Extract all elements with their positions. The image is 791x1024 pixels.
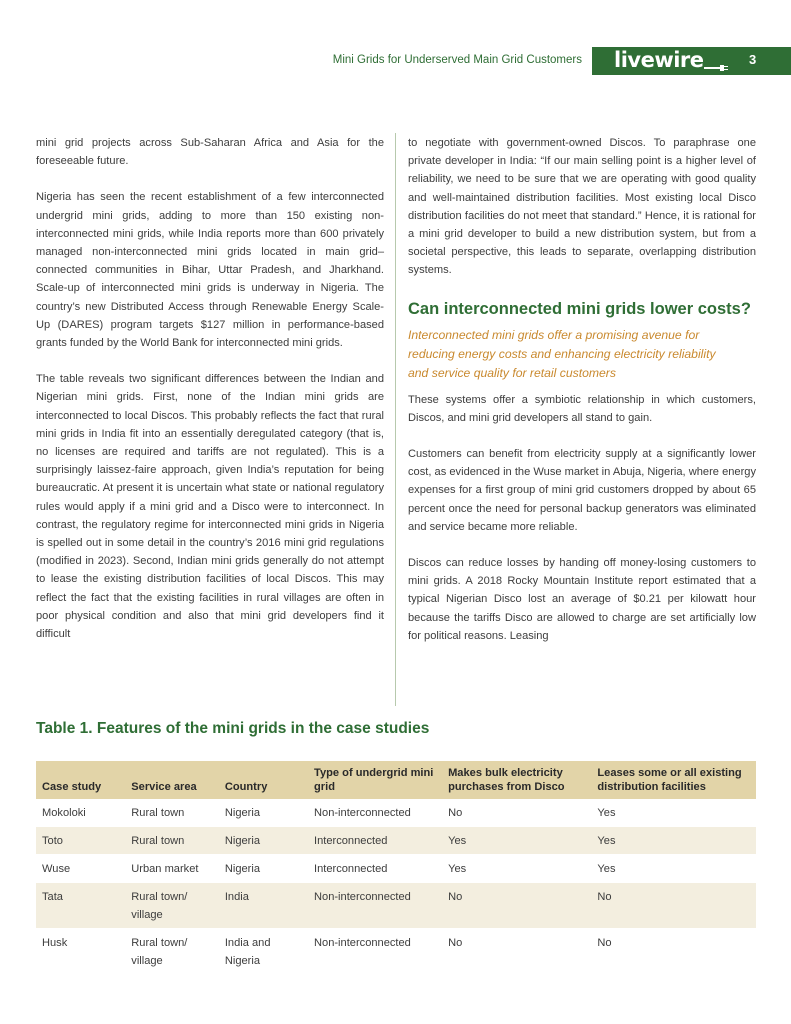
table-cell: Rural town/ village <box>125 883 219 929</box>
paragraph: mini grid projects across Sub-Saharan Africa and Asia for the foreseeable future. <box>36 137 384 168</box>
table-cell: Nigeria <box>219 855 308 883</box>
table-cell: No <box>591 883 756 929</box>
table-row <box>36 827 756 855</box>
header-title: Mini Grids for Underserved Main Grid Customers <box>332 54 582 66</box>
paragraph: These systems offer a symbiotic relationship in which customers, Discos, and mini grid developers all stand to gain. <box>408 393 756 424</box>
table-cell: Yes <box>442 855 591 883</box>
table-cell: Husk <box>36 929 125 975</box>
table-title: Table 1. Features of the mini grids in the case studies <box>36 720 430 737</box>
table-cell: Rural town/ village <box>125 929 219 975</box>
table-cell: Yes <box>591 855 756 883</box>
table-row <box>36 855 756 883</box>
pull-quote: Interconnected mini grids offer a promising avenue for reducing energy costs and enhancing electricity reliability and service quality for retail customers <box>408 327 716 380</box>
paragraph: The table reveals two significant differences between the Indian and Nigerian mini grids. First, none of the Indian mini grids are interconnected to local Discos. This probably reflects the fact that rural mini grids in India fit into an essentially deregulated category (that is, no licenses are required and tariffs are not regulated). This is a surprisingly laissez-faire approach, given India’s reputation for being bureaucratic. At present it is uncertain what state or national regulatory rules would apply if a mini grid and a Disco were to interconnect. In contrast, the regulatory regime for interconnected mini grids in Nigeria is spelled out in some detail in the country’s 2016 mini grid regulations (modified in 2023). Second, Indian mini grids generally do not attempt to lease the existing distribution facilities of local Discos. This may reflect the fact that the existing facilities in rural villages are often in poor physical condition and also that mini grid developers find it difficult <box>36 373 384 641</box>
table-cell: No <box>442 929 591 975</box>
table-cell: Rural town <box>125 827 219 855</box>
table-cell: Yes <box>591 799 756 827</box>
column-header: Leases some or all existing distribution facilities <box>591 761 756 799</box>
column-header: Makes bulk electricity purchases from Disco <box>442 761 591 799</box>
livewire-logo <box>614 48 704 72</box>
table-cell: Yes <box>442 827 591 855</box>
header-brand-bar <box>592 47 791 75</box>
table-cell: India and Nigeria <box>219 929 308 975</box>
table-cell: Wuse <box>36 855 125 883</box>
table-cell: Non-interconnected <box>308 929 442 975</box>
table-cell: Interconnected <box>308 827 442 855</box>
table-cell: Urban market <box>125 855 219 883</box>
table-header-row <box>36 761 756 799</box>
column-header: Country <box>219 761 308 799</box>
table-row <box>36 799 756 827</box>
table-row <box>36 883 756 929</box>
column-header: Case study <box>36 761 125 799</box>
left-column <box>36 134 384 661</box>
column-header: Service area <box>125 761 219 799</box>
paragraph: Nigeria has seen the recent establishment of a few interconnected undergrid mini grids, adding to more than 150 existing non-interconnected mini grids, while India reports more than 600 privately managed non-interconnected mini grids located in main grid–connected communities in Bihar, Uttar Pradesh, and Jharkhand. Scale-up of interconnected mini grids is underway in Nigeria. The country’s new Distributed Access through Renewable Energy Scale-Up (DARES) program targets $127 million in performance-based grants funded by the World Bank for interconnected mini grids. <box>36 191 384 350</box>
table-cell: India <box>219 883 308 929</box>
case-studies-table <box>36 761 756 975</box>
table-cell: Rural town <box>125 799 219 827</box>
table-cell: Nigeria <box>219 799 308 827</box>
table-cell: Interconnected <box>308 855 442 883</box>
column-header: Type of undergrid mini grid <box>308 761 442 799</box>
table-cell: Mokoloki <box>36 799 125 827</box>
table-row <box>36 929 756 975</box>
table-cell: Yes <box>591 827 756 855</box>
right-column <box>408 134 756 663</box>
paragraph: Discos can reduce losses by handing off money-losing customers to mini grids. A 2018 Rocky Mountain Institute report estimated that a typical Nigerian Disco lost an average of $0.21 per kilowatt hour because the tariffs Disco are allowed to charge are set artificially low for political reasons. Leasing <box>408 557 756 642</box>
table-cell: Non-interconnected <box>308 799 442 827</box>
table-cell: Toto <box>36 827 125 855</box>
table-cell: Tata <box>36 883 125 929</box>
table-cell: No <box>591 929 756 975</box>
logo-text: livewire <box>614 48 704 72</box>
table-cell: Nigeria <box>219 827 308 855</box>
paragraph: Customers can benefit from electricity supply at a significantly lower cost, as evidenced in the Wuse market in Abuja, Nigeria, where energy expenses for a first group of mini grid customers dropped by about 65 percent once the need for personal backup generators was eliminated and service became more reliable. <box>408 448 756 533</box>
column-divider <box>395 133 396 706</box>
section-heading: Can interconnected mini grids lower costs? <box>408 299 751 318</box>
paragraph: to negotiate with government-owned Discos. To paraphrase one private developer in India: “If our main selling point is a higher level of reliability, we need to be sure that we are operating with good quality and well-maintained distribution facilities. Most existing local Disco distribution facilities do not meet that standard.” Hence, it is rational for a mini grid developer to build a new distribution system, but from a societal perspective, this leads to separate, overlapping distribution systems. <box>408 137 756 277</box>
table-cell: No <box>442 883 591 929</box>
table-cell: Non-interconnected <box>308 883 442 929</box>
plug-icon <box>704 64 728 72</box>
page-number: 3 <box>749 52 757 67</box>
table-cell: No <box>442 799 591 827</box>
